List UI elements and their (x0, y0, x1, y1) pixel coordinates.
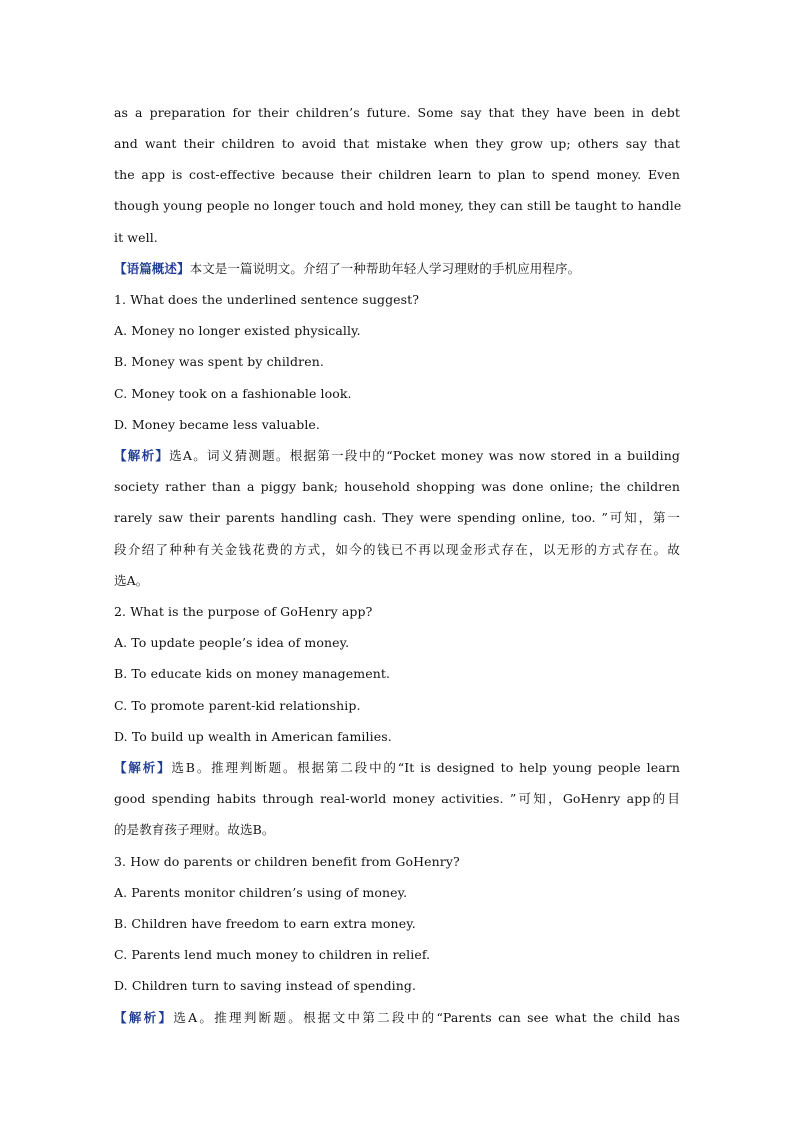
passage-line: and want their children to avoid that mistake when they grow up; others say that (114, 136, 680, 151)
question-2-analysis-line: 的是教育孩子理财。故选B。 (114, 822, 275, 837)
question-3-option-c: C. Parents lend much money to children in relief. (114, 947, 431, 962)
question-2-option-b: B. To educate kids on money management. (114, 666, 391, 681)
passage-line: as a preparation for their children’s future. Some say that they have been in debt (114, 105, 680, 120)
passage-line: though young people no longer touch and hold money, they can still be taught to handle (114, 198, 682, 213)
question-2-stem: 2. What is the purpose of GoHenry app? (114, 604, 373, 619)
question-2-analysis-line: good spending habits through real-world money activities. ”可知，GoHenry app的目 (114, 791, 680, 806)
question-1-option-b: B. Money was spent by children. (114, 354, 324, 369)
question-1-analysis-line: 段介绍了种种有关金钱花费的方式，如今的钱已不再以现金形式存在，以无形的方式存在。故 (114, 542, 680, 557)
question-1-option-d: D. Money became less valuable. (114, 417, 320, 432)
question-2-analysis-line: 【解析】选B。推理判断题。根据第二段中的“It is designed to help young people learn (114, 760, 680, 775)
summary-text: 本文是一篇说明文。介绍了一种帮助年轻人学习理财的手机应用程序。 (189, 261, 581, 276)
question-2-option-c: C. To promote parent-kid relationship. (114, 698, 361, 713)
analysis-label: 【解析】 (114, 448, 170, 463)
question-1-option-a: A. Money no longer existed physically. (114, 323, 361, 338)
passage-line: it well. (114, 230, 158, 245)
question-1-analysis-line: 选A。 (114, 573, 149, 588)
question-3-analysis-line: 【解析】选A。推理判断题。根据文中第二段中的“Parents can see what the child has (114, 1010, 680, 1025)
question-2-option-d: D. To build up wealth in American families. (114, 729, 392, 744)
summary-paragraph (114, 260, 680, 278)
question-3-option-d: D. Children turn to saving instead of spending. (114, 978, 417, 993)
analysis-label: 【解析】 (114, 760, 172, 775)
question-3-option-b: B. Children have freedom to earn extra money. (114, 916, 416, 931)
analysis-label: 【解析】 (114, 1010, 174, 1025)
question-3-stem: 3. How do parents or children benefit from GoHenry? (114, 854, 460, 869)
passage-line: the app is cost-effective because their children learn to plan to spend money. Even (114, 167, 680, 182)
question-3-option-a: A. Parents monitor children’s using of money. (114, 885, 408, 900)
summary-label: 【语篇概述】 (114, 261, 190, 276)
question-1-analysis-line: rarely saw their parents handling cash. They were spending online, too. ”可知，第一 (114, 510, 680, 525)
question-1-stem: 1. What does the underlined sentence suggest? (114, 292, 420, 307)
question-2-option-a: A. To update people’s idea of money. (114, 635, 350, 650)
question-1-option-c: C. Money took on a fashionable look. (114, 386, 352, 401)
question-1-analysis-line: 【解析】选A。词义猜测题。根据第一段中的“Pocket money was now stored in a building (114, 448, 680, 463)
question-1-analysis-line: society rather than a piggy bank; household shopping was done online; the children (114, 479, 680, 494)
